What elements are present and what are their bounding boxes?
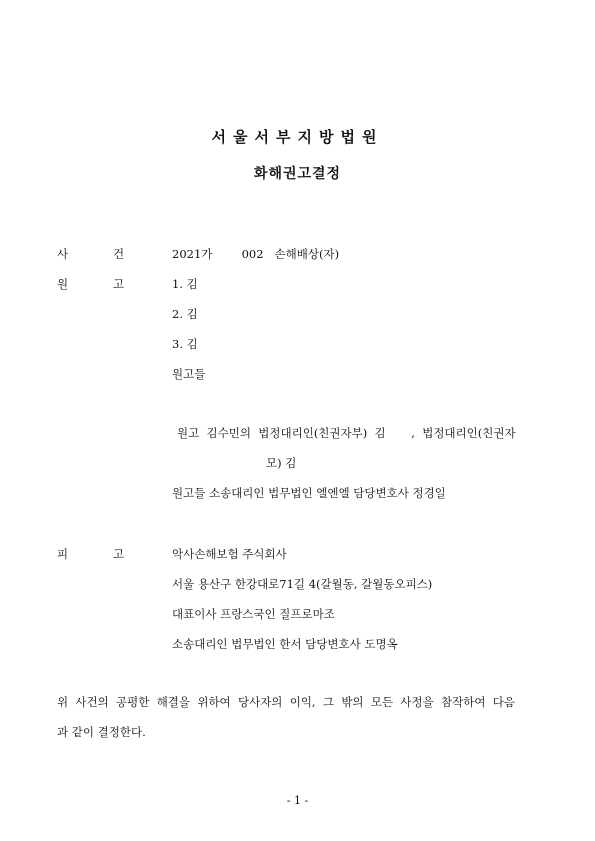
case-number: 2021가 002 손해배상(자) bbox=[172, 247, 340, 261]
plaintiff-label-2: 고 bbox=[113, 277, 125, 291]
plaintiff-counsel: 원고들 소송대리인 법무법인 엘엔엘 담당변호사 정경일 bbox=[172, 486, 446, 500]
body-line-2: 과 같이 결정한다. bbox=[57, 725, 146, 739]
defendant-ceo: 대표이사 프랑스국인 질프로마조 bbox=[172, 607, 335, 621]
case-label-2: 건 bbox=[113, 247, 125, 261]
defendant-label-2: 고 bbox=[113, 547, 125, 561]
defendant-counsel: 소송대리인 법무법인 한서 담당변호사 도명옥 bbox=[172, 637, 398, 651]
defendant-address: 서울 용산구 한강대로71길 4(갈월동, 갈월동오피스) bbox=[172, 577, 433, 591]
plaintiff-group: 원고들 bbox=[172, 367, 206, 381]
watermark bbox=[150, 370, 199, 475]
plaintiff-item: 1. 김 bbox=[172, 277, 198, 291]
plaintiff-legal-rep-line1: 원고 김수민의 법정대리인(친권자부) 김 , 법정대리인(친권자 bbox=[177, 426, 516, 440]
page-number: - 1 - bbox=[286, 794, 309, 807]
court-name: 서울서부지방법원 bbox=[211, 128, 384, 146]
defendant-name: 악사손해보험 주식회사 bbox=[172, 547, 287, 561]
case-label-1: 사 bbox=[57, 247, 69, 261]
plaintiff-item: 2. 김 bbox=[172, 307, 198, 321]
plaintiff-item: 3. 김 bbox=[172, 337, 198, 351]
plaintiff-legal-rep-line2: 모) 김 bbox=[266, 456, 297, 470]
defendant-label-1: 피 bbox=[57, 547, 69, 561]
plaintiff-label-1: 원 bbox=[57, 277, 69, 291]
document-title: 화해권고결정 bbox=[253, 166, 342, 182]
body-line-1: 위 사건의 공평한 해결을 위하여 당사자의 이익, 그 밖의 모든 사정을 참작하여 다음 bbox=[57, 695, 515, 709]
